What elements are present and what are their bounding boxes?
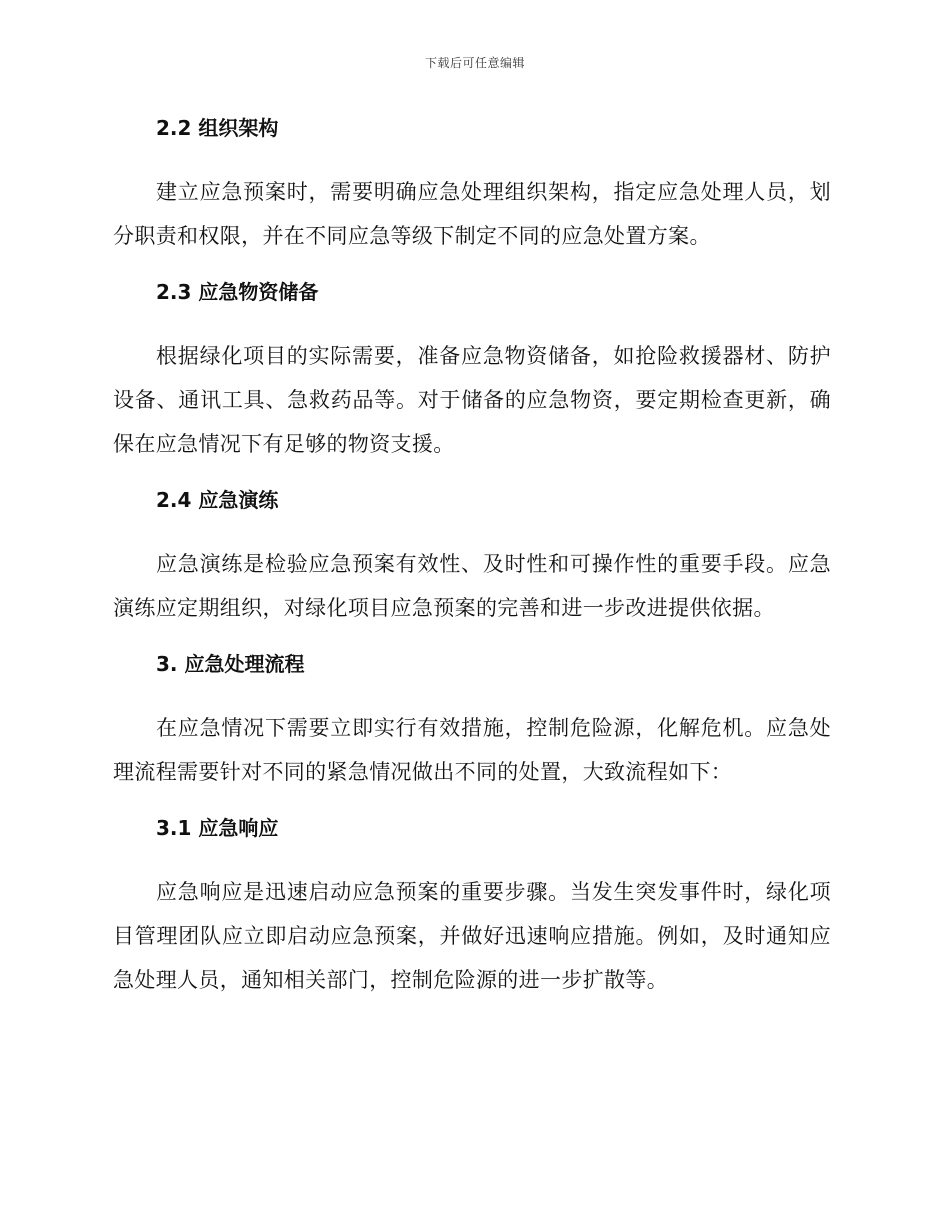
section-heading-2-2: 2.2 组织架构	[156, 116, 279, 140]
section-paragraph-2-3: 根据绿化项目的实际需要，准备应急物资储备，如抢险救援器材、防护设备、通讯工具、急救药品等。对于储备的应急物资，要定期检查更新，确保在应急情况下有足够的物资支援。	[113, 344, 831, 456]
section-paragraph-3-1: 应急响应是迅速启动应急预案的重要步骤。当发生突发事件时，绿化项目管理团队应立即启动应急预案，并做好迅速响应措施。例如，及时通知应急处理人员，通知相关部门，控制危险源的进一步扩散等。	[113, 880, 831, 992]
section-heading-2-4: 2.4 应急演练	[156, 488, 279, 512]
document-body	[113, 112, 831, 1002]
section-paragraph-2-2: 建立应急预案时，需要明确应急处理组织架构，指定应急处理人员，划分职责和权限，并在不同应急等级下制定不同的应急处置方案。	[113, 180, 831, 248]
page-header-note: 下载后可任意编辑	[424, 56, 525, 70]
section-heading-3: 3. 应急处理流程	[156, 652, 305, 676]
section-paragraph-3: 在应急情况下需要立即实行有效措施，控制危险源，化解危机。应急处理流程需要针对不同的紧急情况做出不同的处置，大致流程如下：	[113, 716, 831, 784]
section-paragraph-2-4: 应急演练是检验应急预案有效性、及时性和可操作性的重要手段。应急演练应定期组织，对绿化项目应急预案的完善和进一步改进提供依据。	[113, 552, 831, 620]
section-heading-2-3: 2.3 应急物资储备	[156, 280, 319, 304]
section-heading-3-1: 3.1 应急响应	[156, 816, 279, 840]
